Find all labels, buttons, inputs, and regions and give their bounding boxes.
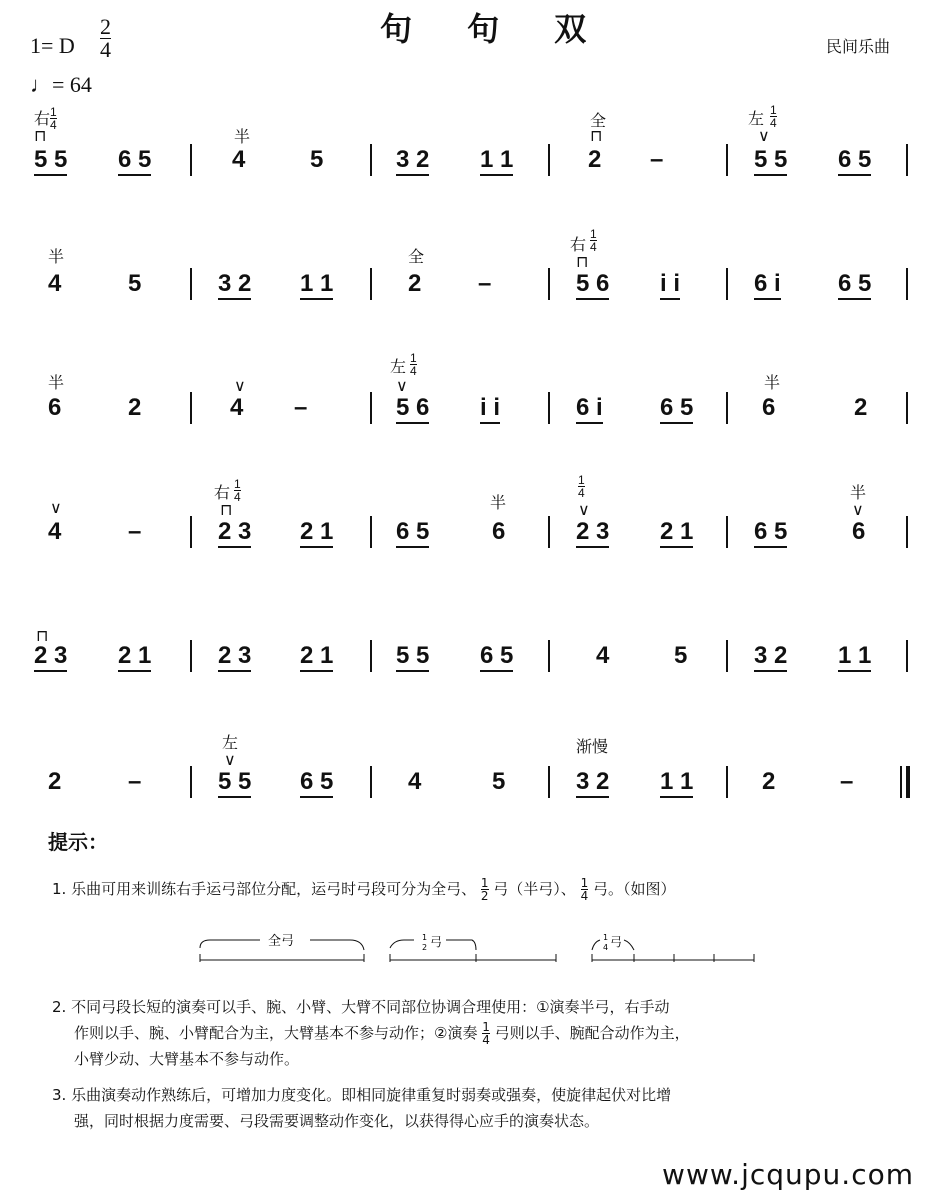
tip-3-line-1: 3. 乐曲演奏动作熟练后，可增加力度变化。即相同旋律重复时弱奏或强奏，使旋律起伏对比增 [52,1086,672,1104]
quarter-fraction-0-1: 1 4 [770,103,777,130]
bow-mark-2-0: 半 [48,373,65,392]
tip-3-line-2: 强，同时根据力度需要、弓段需要调整动作变化，以获得得心应手的演奏状态。 [74,1112,600,1130]
bow-mark-5-1: ∨ [224,750,236,769]
bow-mark-0-3: 全 [590,111,607,130]
watermark: www.jcqupu.com [662,1158,914,1191]
quarter-note-icon: ♩ [30,72,52,97]
note-3-8: 6 5 [754,518,787,548]
note-1-2: 3 2 [218,270,251,300]
bow-mark-5-2: 渐慢 [576,737,609,756]
barline-1-4 [906,268,908,300]
note-0-5: 1 1 [480,146,513,176]
barline-0-3 [726,144,728,176]
quarter-fraction-0-0: 1 4 [50,105,57,132]
note-0-4: 3 2 [396,146,429,176]
bow-mark-3-2: ⊓ [220,500,233,519]
bow-mark-5-0: 左 [222,733,239,752]
note-4-9: 1 1 [838,642,871,672]
tempo-marking [30,72,92,98]
note-3-3: 2 1 [300,518,333,548]
note-0-8: 5 5 [754,146,787,176]
barline-4-0 [190,640,192,672]
tip-3 [52,1082,922,1134]
barline-2-3 [726,392,728,424]
note-1-8: 6 i [754,270,781,300]
bow-half-num: 1 [422,933,428,942]
quarter-fraction-1-0: 1 4 [590,227,597,254]
barline-3-4 [906,516,908,548]
note-2-1: 2 [128,394,142,421]
note-2-9: 2 [854,394,868,421]
bow-mark-0-5: 左 [748,109,765,128]
note-0-1: 6 5 [118,146,151,176]
fraction-quarter: $\frac{1}{4}$ [580,876,589,903]
meter-bottom: 4 [100,37,111,62]
bow-quarter-den: 4 [603,943,609,952]
bow-mark-0-4: ⊓ [590,126,603,145]
barline-5-2 [548,766,550,798]
note-5-2: 5 5 [218,768,251,798]
barline-1-2 [548,268,550,300]
barline-0-0 [190,144,192,176]
bow-mark-1-2: 右 [570,235,587,254]
note-5-9: – [840,768,854,795]
note-2-7: 6 5 [660,394,693,424]
tempo-value: = 64 [52,72,92,97]
note-5-5: 5 [492,768,506,795]
note-3-9: 6 [852,518,866,545]
note-1-4: 2 [408,270,422,297]
note-2-5: i i [480,394,500,424]
bow-mark-0-0: 右 [34,109,51,128]
tip-2-line-3: 小臂少动、大臂基本不参与动作。 [74,1050,300,1068]
bow-label-quarter: 弓 [610,935,623,949]
note-1-1: 5 [128,270,142,297]
note-2-8: 6 [762,394,776,421]
bow-mark-0-1: ⊓ [34,126,47,145]
tip-1-text-c: 弓。（如图） [593,880,676,898]
tip-1-text-a: 1. 乐曲可用来训练右手运弓部位分配，运弓时弓段可分为全弓、 [52,880,477,898]
note-3-5: 6 [492,518,506,545]
note-3-7: 2 1 [660,518,693,548]
note-4-8: 3 2 [754,642,787,672]
note-1-3: 1 1 [300,270,333,300]
quarter-fraction-3-0: 1 4 [234,477,241,504]
barline-3-2 [548,516,550,548]
final-barline-1 [906,766,910,798]
page-title: 句 句 双 [380,10,609,48]
barline-2-1 [370,392,372,424]
note-4-3: 2 1 [300,642,333,672]
bow-diagram [190,928,770,968]
barline-0-4 [906,144,908,176]
note-2-3: – [294,394,308,421]
bow-label-half: 弓 [430,935,443,949]
fraction-quarter-2: $\frac{1}{4}$ [482,1020,490,1047]
barline-3-0 [190,516,192,548]
tip-2 [52,994,922,1072]
note-3-0: 4 [48,518,62,545]
meter-top: 2 [100,14,111,39]
barline-1-1 [370,268,372,300]
bow-mark-2-3: ∨ [396,376,408,395]
note-5-4: 4 [408,768,422,795]
note-5-1: – [128,768,142,795]
tip-1 [52,876,676,902]
tips-heading: 提示： [48,830,108,854]
bow-half-den: 2 [422,943,428,952]
note-1-0: 4 [48,270,62,297]
barline-1-0 [190,268,192,300]
bow-mark-3-0: ∨ [50,498,62,517]
note-2-4: 5 6 [396,394,429,424]
bow-quarter-num: 1 [603,933,609,942]
note-4-5: 6 5 [480,642,513,672]
bow-mark-4-0: ⊓ [36,626,49,645]
bow-mark-3-5: 半 [850,483,867,502]
bow-mark-2-1: ∨ [234,376,246,395]
note-3-2: 2 3 [218,518,251,548]
key-signature: 1= D [30,33,75,58]
tip-2-line-2b: 弓则以手、腕配合动作为主， [494,1024,690,1042]
note-2-6: 6 i [576,394,603,424]
bow-mark-1-1: 全 [408,247,425,266]
note-4-4: 5 5 [396,642,429,672]
note-0-3: 5 [310,146,324,173]
note-1-5: – [478,270,492,297]
note-0-7: – [650,146,664,173]
barline-4-1 [370,640,372,672]
barline-0-1 [370,144,372,176]
barline-1-3 [726,268,728,300]
note-0-6: 2 [588,146,602,173]
bow-mark-2-2: 左 [390,357,407,376]
bow-mark-1-3: ⊓ [576,252,589,271]
quarter-fraction-3-1: 1 4 [578,473,585,500]
bow-mark-3-4: ∨ [578,500,590,519]
bow-mark-3-3: 半 [490,493,507,512]
barline-2-0 [190,392,192,424]
barline-3-3 [726,516,728,548]
tip-1-text-b: 弓（半弓）、 [493,880,576,898]
bow-label-full: 全弓 [268,934,295,949]
bow-mark-0-2: 半 [234,127,251,146]
barline-2-2 [548,392,550,424]
barline-5-1 [370,766,372,798]
time-signature [100,16,111,61]
note-5-7: 1 1 [660,768,693,798]
song-origin: 民间乐曲 [826,39,891,56]
note-3-1: – [128,518,142,545]
note-3-6: 2 3 [576,518,609,548]
note-0-2: 4 [232,146,246,173]
bow-mark-0-6: ∨ [758,126,770,145]
note-5-6: 3 2 [576,768,609,798]
note-1-7: i i [660,270,680,300]
note-5-3: 6 5 [300,768,333,798]
barline-4-3 [726,640,728,672]
fraction-half: $\frac{1}{2}$ [480,876,489,903]
bow-mark-3-1: 右 [214,483,231,502]
note-2-0: 6 [48,394,62,421]
barline-4-2 [548,640,550,672]
barline-4-4 [906,640,908,672]
barline-5-0 [190,766,192,798]
note-4-7: 5 [674,642,688,669]
note-1-9: 6 5 [838,270,871,300]
barline-3-1 [370,516,372,548]
barline-0-2 [548,144,550,176]
barline-5-3 [726,766,728,798]
barline-2-4 [906,392,908,424]
note-4-6: 4 [596,642,610,669]
note-5-8: 2 [762,768,776,795]
note-4-0: 2 3 [34,642,67,672]
note-1-6: 5 6 [576,270,609,300]
quarter-fraction-2-0: 1 4 [410,351,417,378]
note-0-9: 6 5 [838,146,871,176]
note-2-2: 4 [230,394,244,421]
note-4-1: 2 1 [118,642,151,672]
bow-mark-3-6: ∨ [852,500,864,519]
bow-mark-1-0: 半 [48,247,65,266]
final-barline-0 [900,766,902,798]
note-5-0: 2 [48,768,62,795]
tip-2-line-2a: 作则以手、腕、小臂配合为主，大臂基本不参与动作；②演奏 [74,1024,478,1042]
tip-2-line-1: 2. 不同弓段长短的演奏可以手、腕、小臂、大臂不同部位协调合理使用：①演奏半弓，右手动 [52,998,670,1016]
note-4-2: 2 3 [218,642,251,672]
bow-mark-2-4: 半 [764,373,781,392]
note-0-0: 5 5 [34,146,67,176]
note-3-4: 6 5 [396,518,429,548]
